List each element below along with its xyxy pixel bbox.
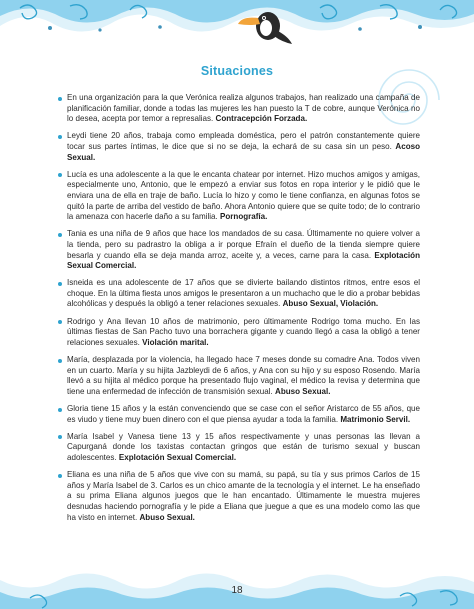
item-tag: Explotación Sexual Comercial. [118, 452, 237, 462]
item-tag: Contracepción Forzada. [215, 114, 308, 124]
bullet-icon [58, 135, 62, 139]
bullet-icon [58, 474, 62, 478]
list-item [58, 432, 420, 464]
list-item [58, 317, 420, 349]
list-item [58, 131, 420, 163]
item-text: Gloria tiene 15 años y la están convenciendo que se case con el señor Aristarco de 55 años, que es viudo y tiene muy buen dinero con el que piensa ayudar a toda la familia. [67, 404, 420, 424]
item-tag: Abuso Sexual, Violación. [282, 299, 379, 309]
item-text: En una organización para la que Verónica realiza algunos trabajos, han realizado una campaña de planificación familiar, donde a todas las mujeres les han puesto la T de cobre, aunque Verónica no lo desea, acepta por temor a represalias. [67, 93, 420, 124]
bullet-icon [58, 359, 62, 363]
list-item [58, 229, 420, 271]
item-text: Isneida es una adolescente de 17 años que se divierte bailando distintos ritmos, entre esos el choque. En la última fiesta unos amigos le presentaron a un muchacho que le dio a probar bebidas alcohólicas y después la obligó a tener relaciones sexuales. [67, 278, 420, 309]
bullet-icon [58, 97, 62, 101]
list-item [58, 470, 420, 523]
item-tag: Matrimonio Servil. [340, 414, 411, 424]
item-text: Rodrigo y Ana llevan 10 años de matrimonio, pero últimamente Rodrigo toma mucho. En las últimas fiestas de San Pacho tuvo una borrachera gigante y cuando llegó a casa la obligó a tener relaciones sexuales. [67, 316, 420, 347]
item-text: Tania es una niña de 9 años que hace los mandados de su casa. Últimamente no quiere volver a la tienda, pero su padrastro la obliga a ir porque Efraín el dueño de la tienda siempre quiere besarla y cuando ella se deja manda arroz, aceite y, a veces, carne para la casa. [67, 229, 420, 260]
page-number: 18 [231, 585, 243, 596]
bullet-icon [58, 435, 62, 439]
item-tag: Violación marital. [142, 337, 209, 347]
list-item [58, 278, 420, 310]
item-tag: Acoso Sexual. [67, 141, 420, 162]
item-tag: Abuso Sexual. [275, 386, 331, 396]
item-tag: Explotación Sexual Comercial. [67, 250, 420, 271]
item-text: Lucía es una adolescente a la que le encanta chatear por internet. Hizo muchos amigos y amigas, especialmente uno, Antonio, que le empezó a enviar sus fotos en ropa interior y le pidió que le enviara una de ella en traje de baño. Lucía lo hizo y como le tiene confianza, en algunas fotos se quitó la parte de arriba del vestido de baño. Ahora Antonio quiere que se quite todo; de lo contrario la amenaza con hacerle daño a su familia. [67, 169, 420, 222]
list-item [58, 170, 420, 223]
item-text: Eliana es una niña de 5 años que vive con su mamá, su papá, su tía y sus primos Carlos de 15 años y María Isabel de 3. Carlos es un chico amante de la tecnología y el internet. Le ha enseñado a su prima Eliana algunos juegos que le han encantado. Últimamente le muestra mujeres desnudas haciendo pornografía y le pide a Eliana que juegue a que es una modelo como las que ha visto en internet. [67, 470, 420, 522]
item-text: María Isabel y Vanesa tiene 13 y 15 años respectivamente y unas personas las llevan a Capurganá donde los taxistas contactan gringos que están de turismo sexual y buscan adolescentes. [67, 431, 420, 462]
toucan-icon [236, 2, 296, 46]
list-item [58, 355, 420, 397]
bullet-icon [58, 282, 62, 286]
bullet-icon [58, 173, 62, 177]
item-text: Leydi tiene 20 años, trabaja como empleada doméstica, pero el patrón constantemente quiere tocar sus partes íntimas, le dice que si no se deja, la echará de su casa sin un peso. [67, 131, 420, 151]
list-item [58, 93, 420, 125]
item-tag: Abuso Sexual. [139, 512, 195, 522]
item-text: María, desplazada por la violencia, ha llegado hace 7 meses donde su comadre Ana. Todos viven en un cuarto. María y su hijita Jazbleydi de 6 años, y Ana con su hijo y su esposo Rosendo. María llevó a su hijita al médico porque ha presentado flujo vaginal, el médico la revisa y determina que tiene una enfermedad de infección de transmisión sexual. [67, 355, 420, 396]
situations-list [58, 93, 420, 530]
bullet-icon [58, 320, 62, 324]
bullet-icon [58, 233, 62, 237]
item-tag: Pornografía. [219, 212, 268, 222]
page-title: Situaciones [200, 64, 274, 78]
list-item [58, 404, 420, 425]
bullet-icon [58, 408, 62, 412]
